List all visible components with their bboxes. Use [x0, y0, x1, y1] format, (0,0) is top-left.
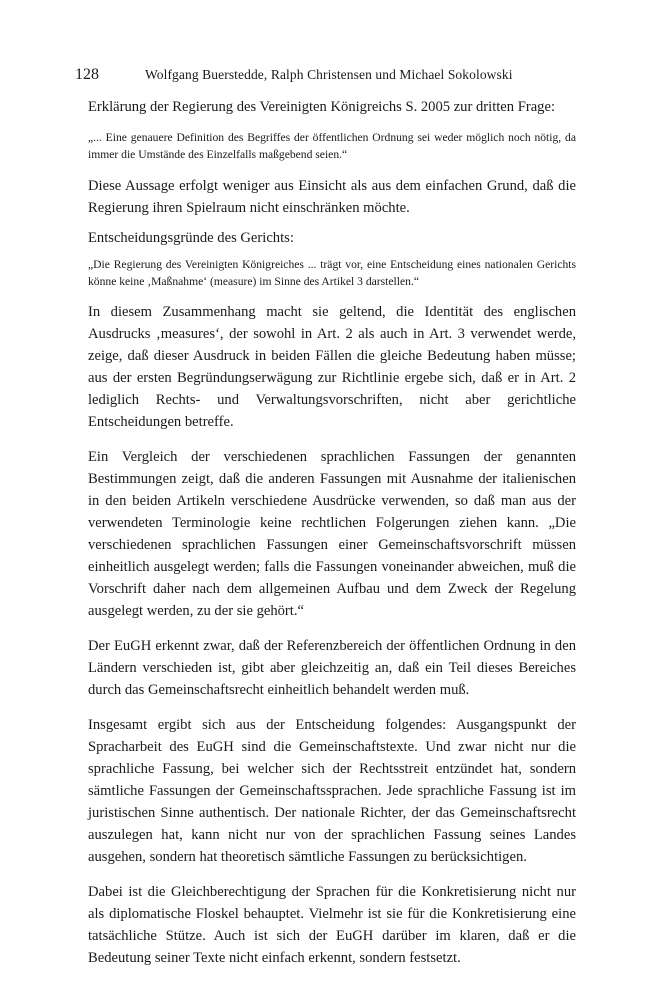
paragraph-intro: Erklärung der Regierung des Vereinigten Königreichs S. 2005 zur dritten Frage: — [88, 99, 556, 115]
paragraph-language-versions: Ein Vergleich der verschiedenen sprachlichen Fassungen der genannten Bestimmungen zeigt, daß die anderen Fassungen mit Ausnahme der italienischen in den beiden Artikeln verschiedene Ausdrücke verwenden, so daß man aus der verwendeten Terminologie keine rechtlichen Folgerungen ziehen kann. „Die verschiedenen sprachlichen Fassungen einer Gemeinschaftsvorschrift müssen einheitlich ausgelegt werden; falls die Fassungen voneinander abweichen, muß die Vorschrift daher nach dem allgemeinen Aufbau und dem Zweck der Regelung ausgelegt werden, zu der sie gehört.“ — [88, 449, 576, 619]
page-header — [75, 66, 587, 86]
paragraph-conclusion: Insgesamt ergibt sich aus der Entscheidung folgendes: Ausgangspunkt der Spracharbeit des EuGH sind die Gemeinschaftstexte. Und zwar nicht nur die sprachliche Fassung, bei welcher sich der Rechtsstreit entzündet hat, sondern sämtliche Fassungen der Gemeinschaftssprachen. Jede sprachliche Fassung ist im juristischen Sinne authentisch. Der nationale Richter, der das Gemeinschaftsrecht auszulegen hat, kann nicht nur von der sprachlichen Fassung seines Landes ausgehen, sondern hat theoretisch sämtliche Fassungen zu berücksichtigen. — [88, 717, 576, 865]
page-number: 128 — [75, 66, 99, 83]
paragraph-eugh-public-order: Der EuGH erkennt zwar, daß der Referenzbereich der öffentlichen Ordnung in den Ländern verschieden ist, gibt aber gleichzeitig an, daß ein Teil dieses Bereiches durch das Gemeinschaftsrecht einheitlich behandelt werden muß. — [88, 638, 576, 698]
running-head-authors: Wolfgang Buerstedde, Ralph Christensen und Michael Sokolowski — [145, 67, 513, 82]
quote-court-reasons: „Die Regierung des Vereinigten Königreiches ... trägt vor, eine Entscheidung eines nationalen Gerichts könne keine ‚Maßnahme‘ (measure) im Sinne des Artikel 3 darstellen.“ — [88, 258, 576, 288]
paragraph-equality-of-languages: Dabei ist die Gleichberechtigung der Sprachen für die Konkretisierung nicht nur als diplomatische Floskel behauptet. Vielmehr ist sie für die Konkretisierung eine tatsächliche Stütze. Auch ist sich der EuGH darüber im klaren, daß er die Bedeutung seiner Texte nicht einfach erkennt, sondern festsetzt. — [88, 884, 576, 966]
paragraph-statement-comment: Diese Aussage erfolgt weniger aus Einsicht als aus dem einfachen Grund, daß die Regierung ihren Spielraum nicht einschränken möchte. — [88, 178, 576, 216]
quote-uk-government: „... Eine genauere Definition des Begriffes der öffentlichen Ordnung sei weder möglich noch nötig, da immer die Umstände des Einzelfalls maßgebend seien.“ — [88, 131, 576, 161]
paragraph-measures: In diesem Zusammenhang macht sie geltend, die Identität des englischen Ausdrucks ‚measures‘, der sowohl in Art. 2 als auch in Art. 3 verwendet werde, zeige, daß dieser Ausdruck in beiden Fällen die gleiche Bedeutung haben müsse; aus der ersten Begründungserwägung zur Richtlinie ergebe sich, daß er in Art. 2 lediglich Rechts- und Verwaltungsvorschriften, nicht aber gerichtliche Entscheidungen betreffe. — [88, 304, 576, 430]
paragraph-court-reasons-heading: Entscheidungsgründe des Gerichts: — [88, 230, 294, 246]
page-content — [88, 96, 576, 969]
